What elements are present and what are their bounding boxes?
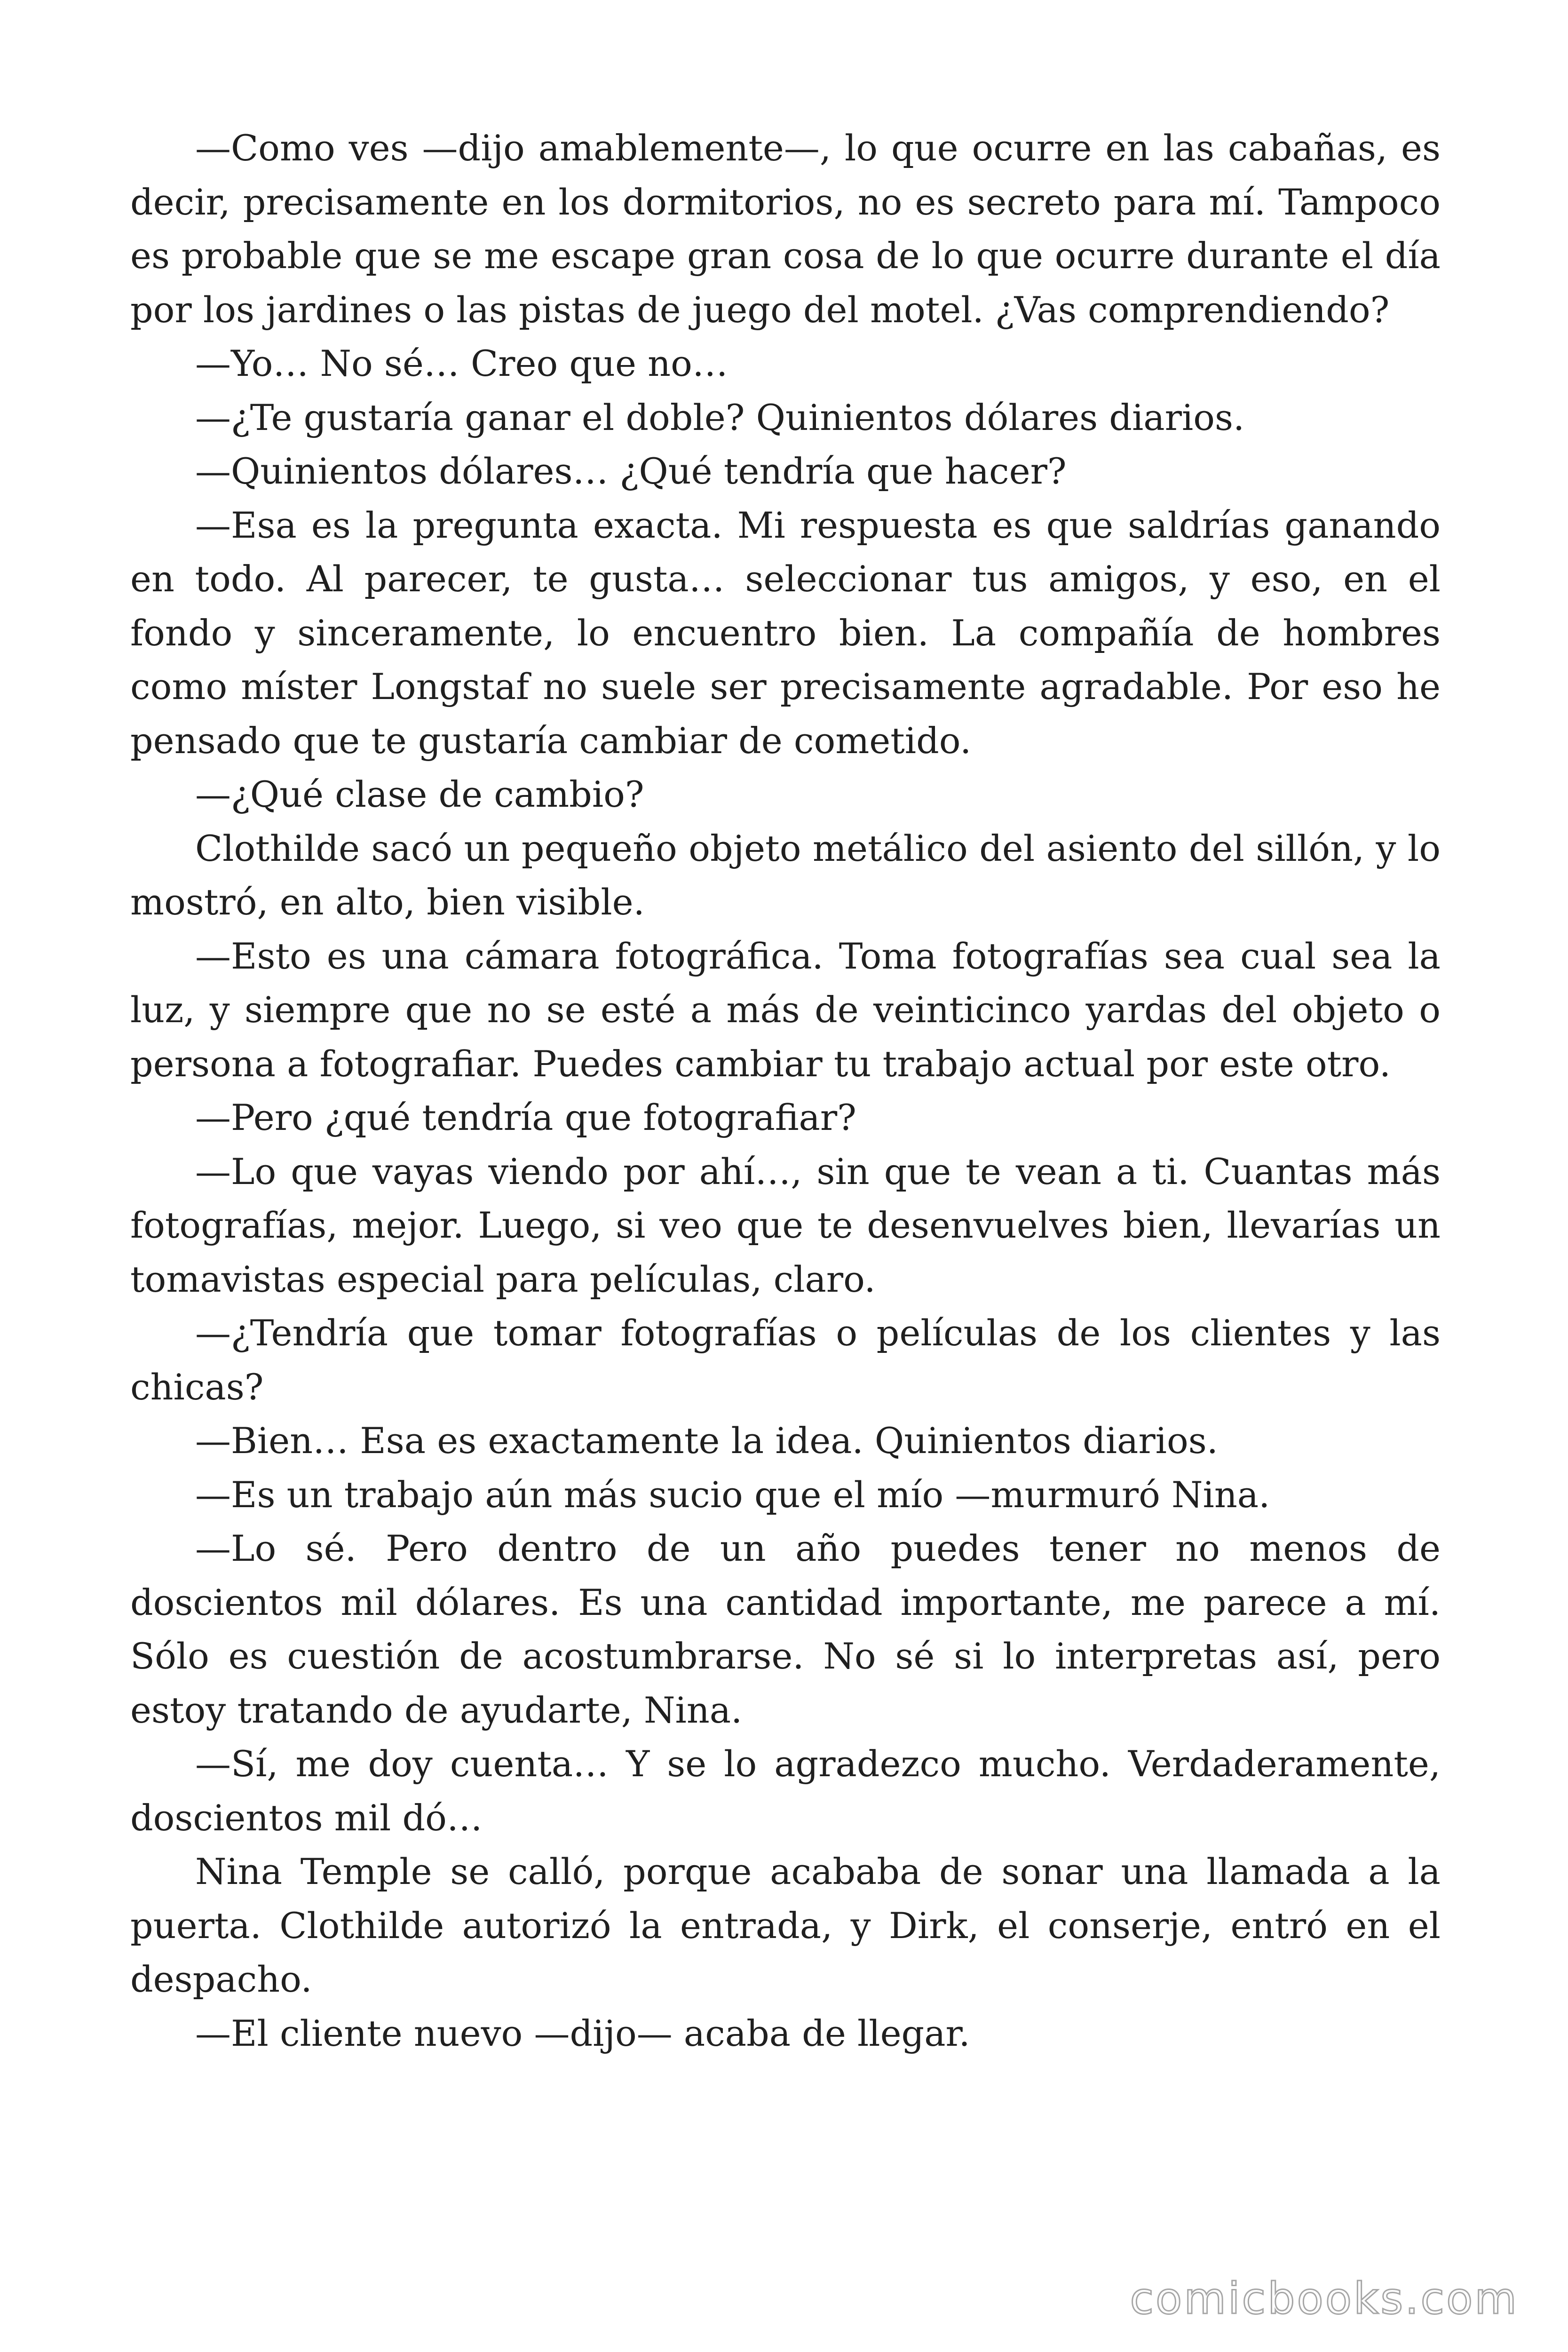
paragraph: —El cliente nuevo —dijo— acaba de llegar. [195, 2012, 970, 2054]
paragraph: —¿Te gustaría ganar el doble? Quinientos dólares diarios. [195, 396, 1245, 438]
watermark: comicbooks.com [1130, 2273, 1519, 2324]
paragraph: —Esto es una cámara fotográfica. Toma fotografías sea cual sea la luz, y siempre que no se esté a más de veinticinco yardas del objeto o persona a fotografiar. Puedes cambiar tu trabajo actual por este otro. [130, 935, 1441, 1085]
paragraph: Clothilde sacó un pequeño objeto metálico del asiento del sillón, y lo mostró, en alto, bien visible. [130, 827, 1441, 923]
paragraph: —Lo sé. Pero dentro de un año puedes tener no menos de doscientos mil dólares. Es una cantidad importante, me parece a mí. Sólo es cuestión de acostumbrarse. No sé si lo interpretas así, pero estoy tratando de ayudarte, Nina. [130, 1527, 1441, 1731]
paragraph: Nina Temple se calló, porque acababa de sonar una llamada a la puerta. Clothilde autorizó la entrada, y Dirk, el conserje, entró en el despacho. [130, 1851, 1441, 2000]
paragraph: —Sí, me doy cuenta… Y se lo agradezco mucho. Verdaderamente, doscientos mil dó… [130, 1743, 1441, 1839]
paragraph: —Esa es la pregunta exacta. Mi respuesta es que saldrías ganando en todo. Al parecer, te gusta… seleccionar tus amigos, y eso, en el fondo y sinceramente, lo encuentro bien. La compañía de hombres como míster Longstaf no suele ser precisamente agradable. Por eso he pensado que te gustaría cambiar de cometido. [130, 504, 1441, 762]
paragraph: —¿Tendría que tomar fotografías o películas de los clientes y las chicas? [130, 1312, 1441, 1408]
paragraph: —Pero ¿qué tendría que fotografiar? [195, 1097, 856, 1138]
paragraph: —Lo que vayas viendo por ahí…, sin que te vean a ti. Cuantas más fotografías, mejor. Luego, si veo que te desenvuelves bien, llevarías un tomavistas especial para películas, claro. [130, 1150, 1441, 1300]
paragraph: —Como ves —dijo amablemente—, lo que ocurre en las cabañas, es decir, precisamente en los dormitorios, no es secreto para mí. Tampoco es probable que se me escape gran cosa de lo que ocurre durante el día por los jardines o las pistas de juego del motel. ¿Vas comprendiendo? [130, 127, 1441, 331]
paragraph: —Yo… No sé… Creo que no… [195, 342, 728, 384]
paragraph: —Bien… Esa es exactamente la idea. Quinientos diarios. [195, 1420, 1218, 1462]
paragraph: —Es un trabajo aún más sucio que el mío —murmuró Nina. [195, 1473, 1270, 1516]
body-text [130, 121, 1441, 2060]
paragraph: —¿Qué clase de cambio? [195, 773, 644, 815]
paragraph: —Quinientos dólares… ¿Qué tendría que hacer? [195, 450, 1067, 492]
